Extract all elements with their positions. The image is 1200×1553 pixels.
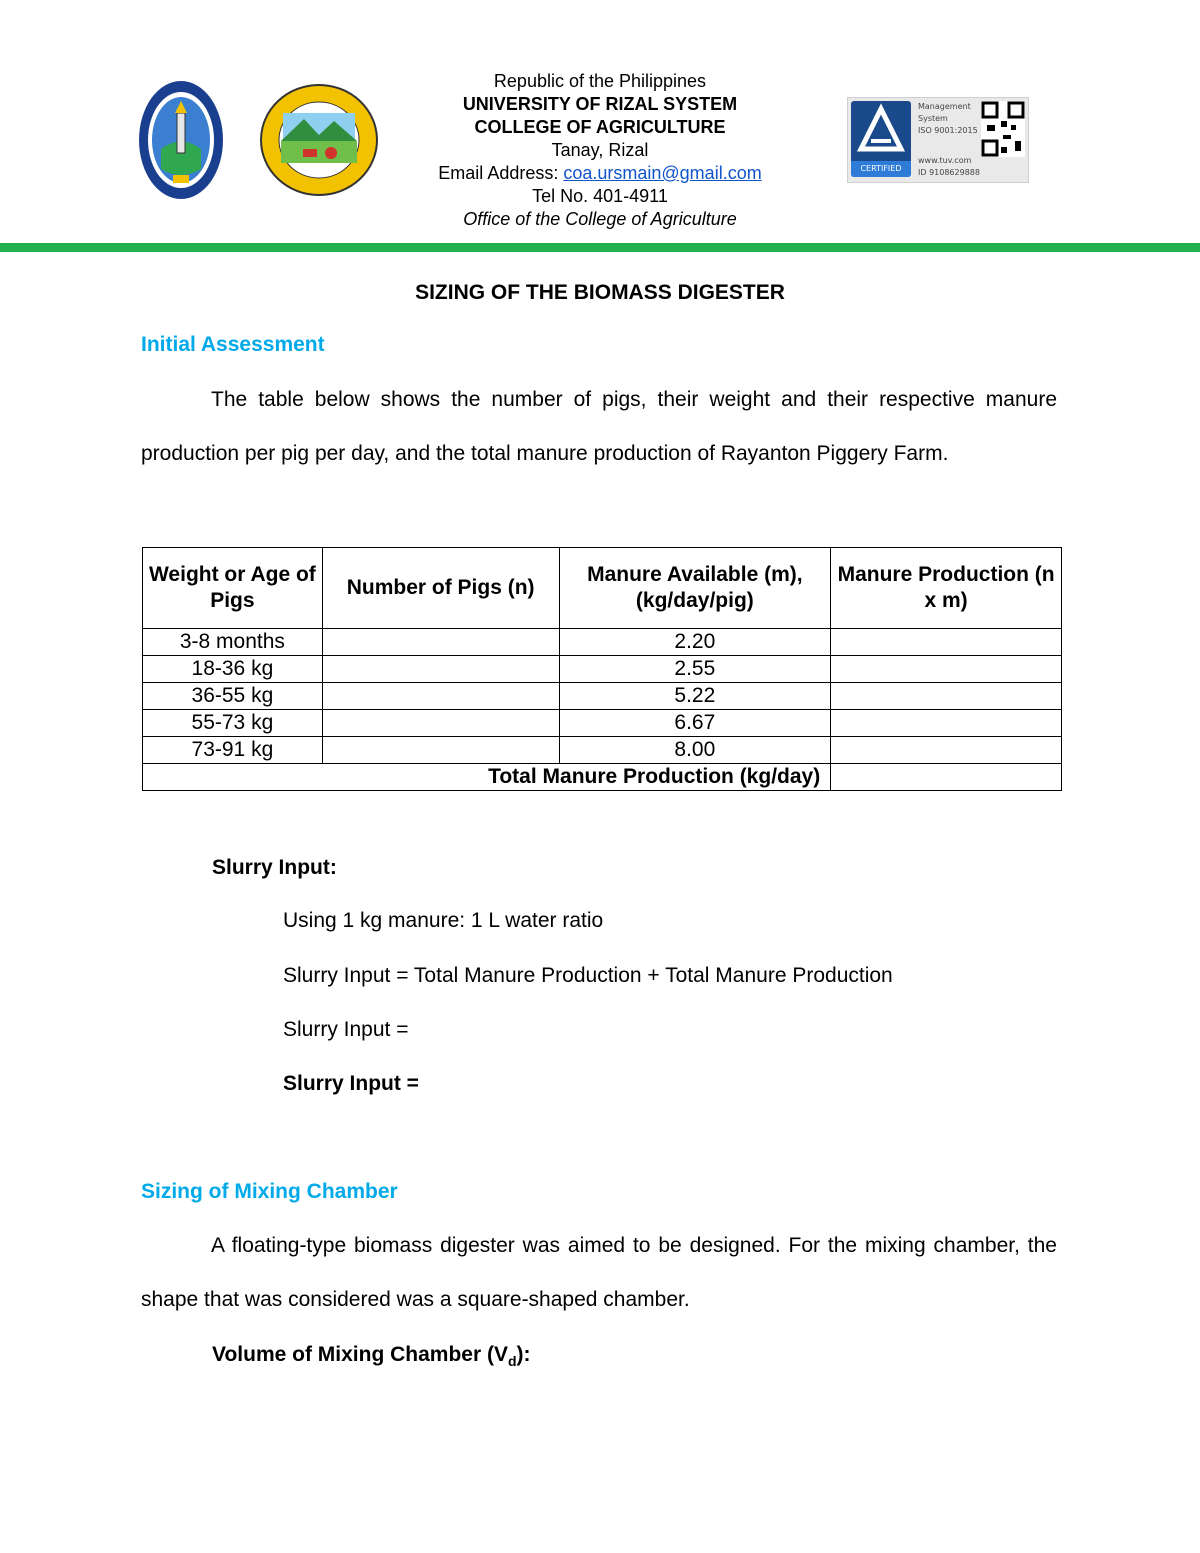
table-header-row <box>143 548 1062 629</box>
column-header-manure-available: Manure Available (m), (kg/day/pig) <box>559 548 831 629</box>
slurry-input-result: Slurry Input = <box>283 1072 419 1095</box>
badge-line3: ISO 9001:2015 <box>918 126 978 135</box>
cell-manure-production <box>831 656 1062 683</box>
badge-line5: ID 9108629888 <box>918 168 980 177</box>
initial-assessment-heading: Initial Assessment <box>141 333 325 356</box>
slurry-formula-line: Slurry Input = Total Manure Production + Total Manure Production <box>283 964 893 987</box>
cell-age: 18-36 kg <box>143 656 323 683</box>
table-row <box>143 683 1062 710</box>
letterhead-tel: Tel No. 401-4911 <box>532 186 668 206</box>
column-header-number: Number of Pigs (n) <box>322 548 559 629</box>
letterhead <box>300 70 900 231</box>
badge-line2: System <box>918 114 948 123</box>
letterhead-country: Republic of the Philippines <box>493 71 707 91</box>
column-header-manure-production: Manure Production (n x m) <box>831 548 1062 629</box>
cell-manure-available: 2.55 <box>559 656 831 683</box>
header-divider <box>0 243 1200 252</box>
cell-number <box>322 629 559 656</box>
volume-label-subscript: d <box>507 1353 517 1370</box>
document-title: SIZING OF THE BIOMASS DIGESTER <box>415 281 785 304</box>
mixing-chamber-paragraph: A floating-type biomass digester was aimed to be designed. For the mixing chamber, the shape that was considered was a square-shaped chamber. <box>141 1234 1057 1311</box>
cell-number <box>322 683 559 710</box>
table-row <box>143 629 1062 656</box>
letterhead-office: Office of the College of Agriculture <box>463 209 737 229</box>
letterhead-university: UNIVERSITY OF RIZAL SYSTEM <box>462 94 738 114</box>
letterhead-email-line <box>300 162 900 185</box>
slurry-input-blank: Slurry Input = <box>283 1018 409 1041</box>
cell-manure-production <box>831 629 1062 656</box>
volume-label-text: Volume of Mixing Chamber (V <box>212 1343 508 1366</box>
badge-line4: www.tuv.com <box>918 156 972 165</box>
volume-mixing-chamber-label <box>212 1343 531 1369</box>
cell-number <box>322 710 559 737</box>
certification-badge <box>847 97 1029 183</box>
cell-manure-production <box>831 710 1062 737</box>
table-row <box>143 710 1062 737</box>
mixing-chamber-heading: Sizing of Mixing Chamber <box>141 1180 398 1203</box>
cell-age: 73-91 kg <box>143 737 323 764</box>
total-value <box>831 764 1062 791</box>
cell-number <box>322 656 559 683</box>
badge-line1: Management <box>918 102 971 111</box>
slurry-ratio-line: Using 1 kg manure: 1 L water ratio <box>283 909 604 932</box>
table-total-row <box>143 764 1062 791</box>
university-seal-logo <box>137 79 225 201</box>
cell-age: 36-55 kg <box>143 683 323 710</box>
cell-manure-available: 8.00 <box>559 737 831 764</box>
slurry-input-label: Slurry Input: <box>212 856 337 879</box>
letterhead-college: COLLEGE OF AGRICULTURE <box>474 117 726 137</box>
cell-manure-available: 5.22 <box>559 683 831 710</box>
cell-manure-available: 6.67 <box>559 710 831 737</box>
cell-age: 55-73 kg <box>143 710 323 737</box>
cell-number <box>322 737 559 764</box>
table-row <box>143 737 1062 764</box>
badge-certified-label: CERTIFIED <box>851 161 911 177</box>
email-link[interactable]: coa.ursmain@gmail.com <box>563 163 762 183</box>
table-row <box>143 656 1062 683</box>
qr-code-icon <box>981 101 1025 157</box>
volume-label-end: ): <box>516 1343 531 1366</box>
email-label: Email Address: <box>438 163 564 183</box>
column-header-age: Weight or Age of Pigs <box>143 548 323 629</box>
cell-manure-available: 2.20 <box>559 629 831 656</box>
total-label: Total Manure Production (kg/day) <box>143 764 831 791</box>
cell-manure-production <box>831 737 1062 764</box>
cell-manure-production <box>831 683 1062 710</box>
letterhead-location: Tanay, Rizal <box>551 140 649 160</box>
cell-age: 3-8 months <box>143 629 323 656</box>
manure-table <box>142 547 1062 791</box>
initial-assessment-paragraph: The table below shows the number of pigs, their weight and their respective manure production per pig per day, and the total manure production of Rayanton Piggery Farm. <box>141 388 1057 465</box>
